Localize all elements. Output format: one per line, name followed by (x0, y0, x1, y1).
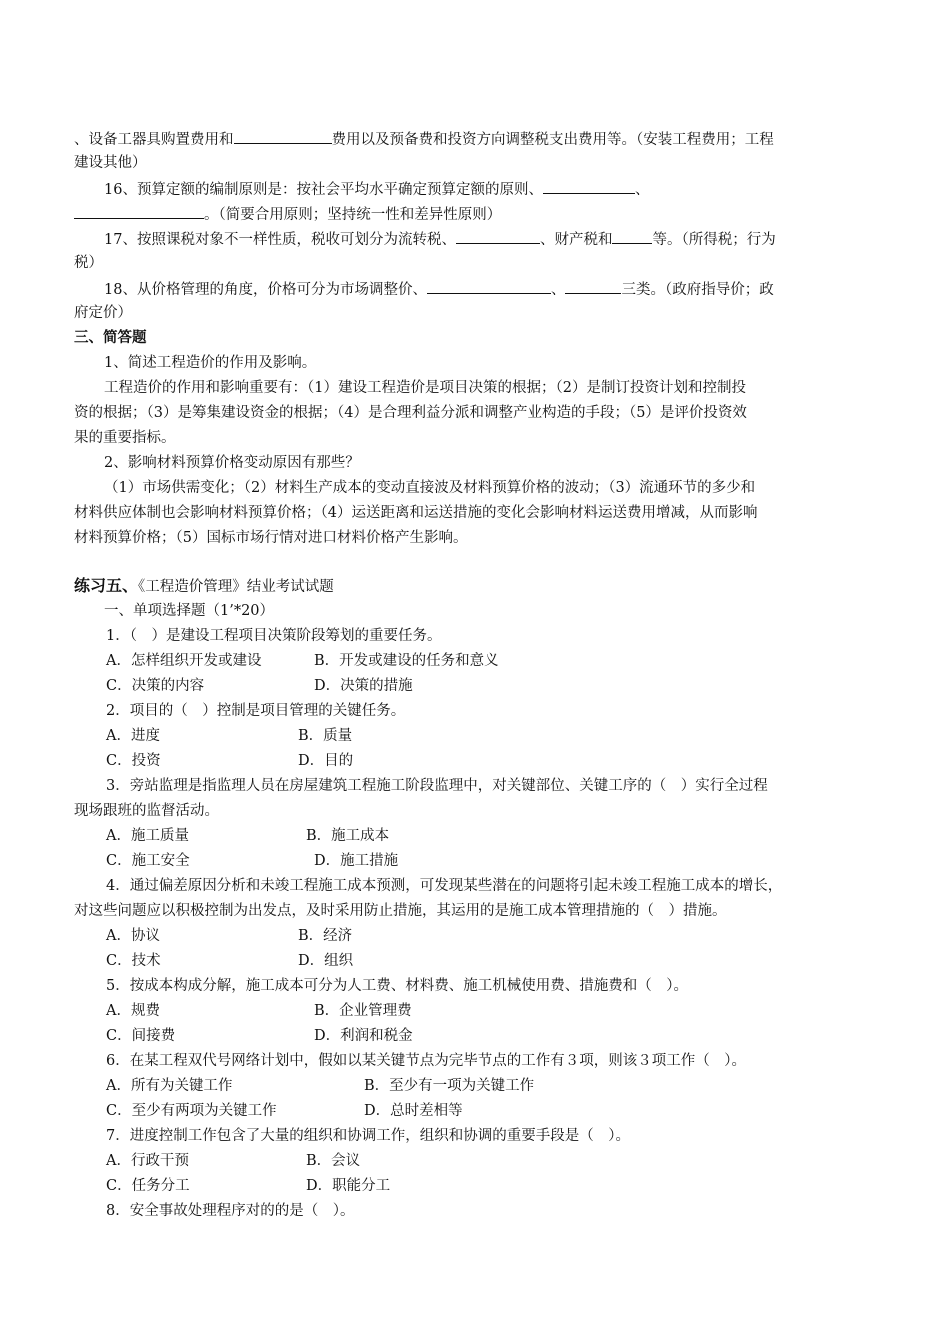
short-question-1: 1、简述工程造价的作用及影响。 (104, 355, 317, 371)
answer-2-line3: 材料预算价格；（5）国标市场行情对进口材料价格产生影响。 (74, 530, 468, 546)
blank (74, 203, 204, 219)
answer-1-line3: 果的重要指标。 (74, 430, 176, 446)
question-4-line1: 4．通过偏差原因分析和未竣工程施工成本预测，可发现某些潜在的问题将引起未竣工程施工成本的增长， (106, 878, 783, 894)
section-title: 三、简答题 (74, 330, 147, 346)
question-8: 8．安全事故处理程序对的的是（ ）。 (106, 1203, 355, 1219)
blank (234, 128, 332, 144)
question-2-options-cd: C．投资 D．目的 (106, 753, 354, 769)
exercise-heading: 练习五、《工程造价管理》结业考试试题 (74, 576, 334, 595)
answer-2-line2: 材料供应体制也会影响材料预算价格；（4）运送距离和运送措施的变化会影响材料运送费用增减，从而影响 (74, 505, 758, 521)
blank (427, 278, 551, 294)
question-6-options-cd: C．至少有两项为关键工作 D．总时差相等 (106, 1103, 463, 1119)
question-5-options-ab: A．规费 B．企业管理费 (106, 1003, 412, 1019)
question-4-options-cd: C．技术 D．组织 (106, 953, 354, 969)
q18-line2: 府定价） (74, 305, 132, 321)
question-7-options-cd: C．任务分工 D．职能分工 (106, 1178, 391, 1194)
question-4-line2: 对这些问题应以积极控制为出发点，及时采用防止措施，其运用的是施工成本管理措施的（ ）措施。 (74, 903, 727, 919)
question-3-line2: 现场跟班的监督活动。 (74, 803, 219, 819)
part-title: 一、单项选择题（1’*20） (104, 603, 275, 619)
question-3-options-ab: A．施工质量 B．施工成本 (106, 828, 390, 844)
question-1: 1．（ ）是建设工程项目决策阶段筹划的重要任务。 (106, 628, 442, 644)
q15-line1: 、设备工器具购置费用和 费用以及预备费和投资方向调整税支出费用等。（安装工程费用；工程 (0, 128, 950, 150)
question-7-options-ab: A．行政干预 B．会议 (106, 1153, 361, 1169)
short-question-2: 2、影响材料预算价格变动原因有那些？ (104, 455, 360, 471)
answer-1-line1: 工程造价的作用和影响重要有：（1）建设工程造价是项目决策的根据；（2）是制订投资计划和控制投 (104, 380, 746, 396)
blank (612, 228, 652, 244)
question-7: 7．进度控制工作包含了大量的组织和协调工作，组织和协调的重要手段是（ ）。 (106, 1128, 630, 1144)
question-3-options-cd: C．施工安全 D．施工措施 (106, 853, 399, 869)
blank (565, 278, 621, 294)
q17-line2: 税） (74, 255, 103, 271)
question-6-options-ab: A．所有为关键工作 B．至少有一项为关键工作 (106, 1078, 535, 1094)
question-1-options-cd: C．决策的内容 D．决策的措施 (106, 678, 413, 694)
question-5-options-cd: C．间接费 D．利润和税金 (106, 1028, 413, 1044)
question-1-options-ab: A．怎样组织开发或建设 B．开发或建设的任务和意义 (106, 653, 499, 669)
question-3-line1: 3．旁站监理是指监理人员在房屋建筑工程施工阶段监理中，对关键部位、关键工序的（ ）实行全过程 (106, 778, 768, 794)
answer-2-line1: （1）市场供需变化；（2）材料生产成本的变动直接波及材料预算价格的波动；（3）流通环节的多少和 (104, 480, 756, 496)
question-6: 6．在某工程双代号网络计划中，假如以某关键节点为完毕节点的工作有３项，则该３项工作（ ）。 (106, 1053, 746, 1069)
question-4-options-ab: A．协议 B．经济 (106, 928, 353, 944)
q17-line1: 17、按照课税对象不一样性质，税收可划分为流转税、 、财产税和 等。（所得税；行为 (0, 228, 950, 250)
answer-1-line2: 资的根据；（3）是筹集建设资金的根据；（4）是合理利益分派和调整产业构造的手段；（5）是评价投资效 (74, 405, 747, 421)
blank (456, 228, 540, 244)
q16-line1: 16、预算定额的编制原则是：按社会平均水平确定预算定额的原则、 、 (0, 178, 950, 200)
q18-line1: 18、从价格管理的角度，价格可分为市场调整价、 、 三类。（政府指导价；政 (0, 278, 950, 300)
q16-line2: 。（简要合用原则；坚持统一性和差异性原则） (0, 203, 950, 225)
question-5: 5．按成本构成分解，施工成本可分为人工费、材料费、施工机械使用费、措施费和（ ）。 (106, 978, 688, 994)
question-2-options-ab: A．进度 B．质量 (106, 728, 353, 744)
question-2: 2．项目的（ ）控制是项目管理的关键任务。 (106, 703, 406, 719)
q15-line2: 建设其他） (74, 155, 147, 171)
blank (543, 178, 635, 194)
